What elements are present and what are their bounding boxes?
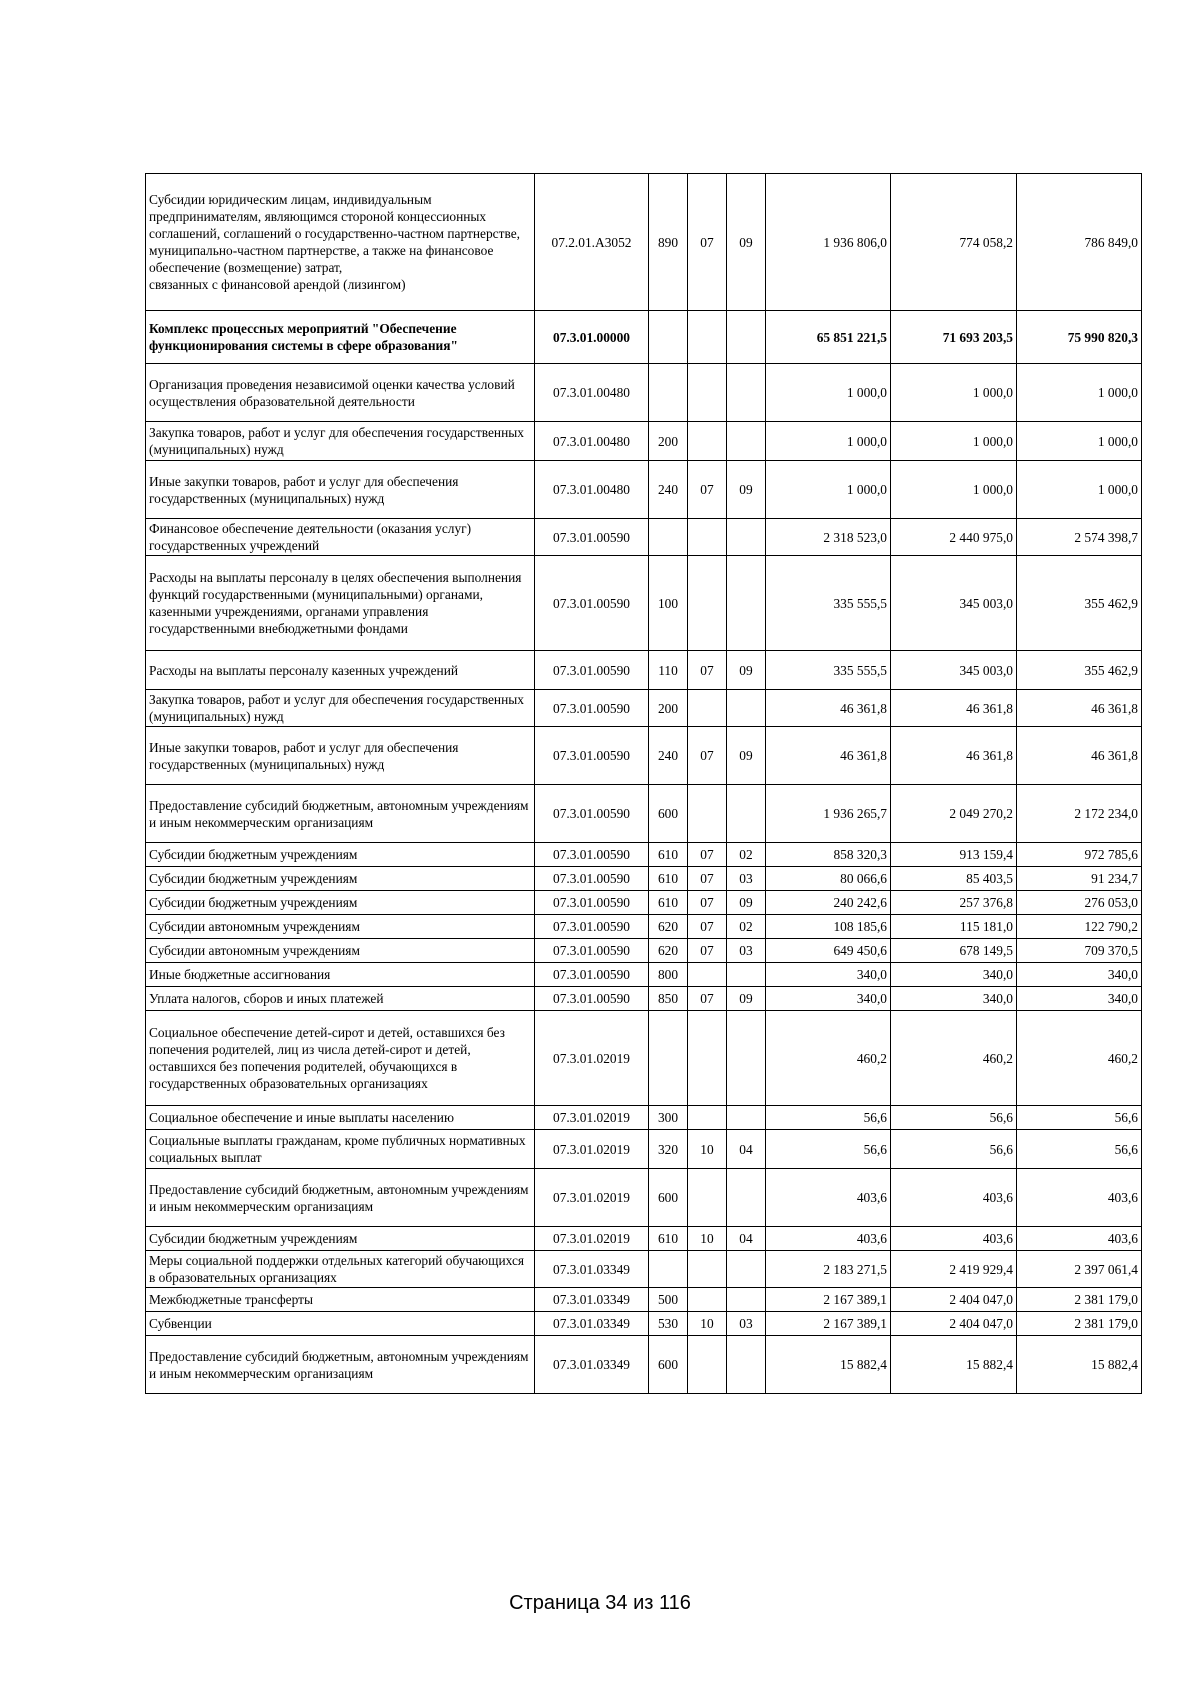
- expense-type-cell: 240: [649, 727, 688, 785]
- section-cell: 07: [688, 651, 727, 690]
- amount-cell-1: 403,6: [766, 1169, 891, 1227]
- amount-cell-3: 91 234,7: [1017, 867, 1142, 891]
- table-row: [146, 1336, 1142, 1394]
- amount-cell-2: 345 003,0: [891, 556, 1017, 651]
- table-row: [146, 1251, 1142, 1288]
- target-article-code-cell: 07.3.01.00000: [535, 311, 649, 364]
- subsection-cell: [727, 311, 766, 364]
- row-name-cell: Закупка товаров, работ и услуг для обеспечения государственных (муниципальных) нужд: [146, 690, 535, 727]
- amount-cell-1: 108 185,6: [766, 915, 891, 939]
- target-article-code-cell: 07.3.01.00590: [535, 939, 649, 963]
- row-name-cell: Финансовое обеспечение деятельности (оказания услуг) государственных учреждений: [146, 519, 535, 556]
- amount-cell-3: 1 000,0: [1017, 461, 1142, 519]
- expense-type-cell: 620: [649, 915, 688, 939]
- expense-type-cell: 500: [649, 1288, 688, 1312]
- row-name-cell: Субсидии бюджетным учреждениям: [146, 843, 535, 867]
- subsection-cell: 02: [727, 843, 766, 867]
- target-article-code-cell: 07.3.01.00590: [535, 867, 649, 891]
- subsection-cell: 09: [727, 461, 766, 519]
- expense-type-cell: 610: [649, 891, 688, 915]
- target-article-code-cell: 07.3.01.00590: [535, 690, 649, 727]
- subsection-cell: [727, 1288, 766, 1312]
- row-name-cell: Субсидии бюджетным учреждениям: [146, 1227, 535, 1251]
- section-cell: [688, 556, 727, 651]
- amount-cell-3: 46 361,8: [1017, 690, 1142, 727]
- amount-cell-3: 460,2: [1017, 1011, 1142, 1106]
- amount-cell-1: 15 882,4: [766, 1336, 891, 1394]
- expense-type-cell: 240: [649, 461, 688, 519]
- amount-cell-2: 71 693 203,5: [891, 311, 1017, 364]
- table-row: [146, 939, 1142, 963]
- amount-cell-3: 56,6: [1017, 1106, 1142, 1130]
- subsection-cell: [727, 519, 766, 556]
- amount-cell-2: 46 361,8: [891, 690, 1017, 727]
- subsection-cell: [727, 556, 766, 651]
- section-cell: [688, 1251, 727, 1288]
- target-article-code-cell: 07.3.01.00590: [535, 785, 649, 843]
- expense-type-cell: 300: [649, 1106, 688, 1130]
- section-cell: [688, 1288, 727, 1312]
- row-name-cell: Социальное обеспечение детей-сирот и детей, оставшихся без попечения родителей, лиц из числа детей-сирот и детей, оставшихся без попечения родителей, обучающихся в государственных образовательных организациях: [146, 1011, 535, 1106]
- budget-table: [145, 173, 1142, 1394]
- table-row: [146, 651, 1142, 690]
- amount-cell-2: 403,6: [891, 1227, 1017, 1251]
- amount-cell-2: 1 000,0: [891, 461, 1017, 519]
- amount-cell-1: 858 320,3: [766, 843, 891, 867]
- amount-cell-1: 46 361,8: [766, 727, 891, 785]
- subsection-cell: 09: [727, 891, 766, 915]
- amount-cell-2: 774 058,2: [891, 174, 1017, 311]
- expense-type-cell: 600: [649, 785, 688, 843]
- amount-cell-3: 403,6: [1017, 1169, 1142, 1227]
- target-article-code-cell: 07.3.01.00590: [535, 963, 649, 987]
- section-cell: 07: [688, 939, 727, 963]
- target-article-code-cell: 07.3.01.00590: [535, 727, 649, 785]
- row-name-cell: Субвенции: [146, 1312, 535, 1336]
- amount-cell-1: 340,0: [766, 987, 891, 1011]
- subsection-cell: 03: [727, 867, 766, 891]
- target-article-code-cell: 07.3.01.03349: [535, 1336, 649, 1394]
- amount-cell-3: 46 361,8: [1017, 727, 1142, 785]
- amount-cell-2: 2 404 047,0: [891, 1288, 1017, 1312]
- table-row: [146, 1011, 1142, 1106]
- section-cell: 07: [688, 867, 727, 891]
- row-name-cell: Субсидии автономным учреждениям: [146, 915, 535, 939]
- expense-type-cell: 600: [649, 1336, 688, 1394]
- table-row: [146, 690, 1142, 727]
- expense-type-cell: 200: [649, 690, 688, 727]
- subsection-cell: 03: [727, 939, 766, 963]
- amount-cell-1: 1 000,0: [766, 364, 891, 422]
- table-row: [146, 963, 1142, 987]
- amount-cell-2: 913 159,4: [891, 843, 1017, 867]
- target-article-code-cell: 07.3.01.02019: [535, 1130, 649, 1169]
- expense-type-cell: [649, 311, 688, 364]
- target-article-code-cell: 07.3.01.03349: [535, 1312, 649, 1336]
- section-cell: 07: [688, 843, 727, 867]
- amount-cell-1: 56,6: [766, 1130, 891, 1169]
- table-row: [146, 1312, 1142, 1336]
- subsection-cell: [727, 1011, 766, 1106]
- amount-cell-3: 75 990 820,3: [1017, 311, 1142, 364]
- expense-type-cell: [649, 1251, 688, 1288]
- amount-cell-2: 1 000,0: [891, 422, 1017, 461]
- table-row: [146, 727, 1142, 785]
- target-article-code-cell: 07.3.01.00590: [535, 651, 649, 690]
- amount-cell-2: 340,0: [891, 963, 1017, 987]
- subsection-cell: 09: [727, 727, 766, 785]
- amount-cell-3: 786 849,0: [1017, 174, 1142, 311]
- subsection-cell: [727, 785, 766, 843]
- expense-type-cell: 620: [649, 939, 688, 963]
- expense-type-cell: 100: [649, 556, 688, 651]
- section-cell: [688, 1011, 727, 1106]
- amount-cell-1: 1 000,0: [766, 461, 891, 519]
- expense-type-cell: [649, 1011, 688, 1106]
- row-name-cell: Субсидии юридическим лицам, индивидуальным предпринимателям, являющимся стороной концессионных соглашений, соглашений о государственно-частном партнерстве, муниципально-частном партнерстве, а также на финансовое обеспечение (возмещение) затрат, связанных с финансовой арендой (лизингом): [146, 174, 535, 311]
- amount-cell-3: 972 785,6: [1017, 843, 1142, 867]
- amount-cell-2: 340,0: [891, 987, 1017, 1011]
- amount-cell-2: 2 440 975,0: [891, 519, 1017, 556]
- row-name-cell: Социальные выплаты гражданам, кроме публичных нормативных социальных выплат: [146, 1130, 535, 1169]
- subsection-cell: 02: [727, 915, 766, 939]
- subsection-cell: [727, 364, 766, 422]
- amount-cell-1: 335 555,5: [766, 556, 891, 651]
- subsection-cell: [727, 422, 766, 461]
- section-cell: [688, 422, 727, 461]
- amount-cell-3: 403,6: [1017, 1227, 1142, 1251]
- expense-type-cell: [649, 519, 688, 556]
- amount-cell-1: 2 167 389,1: [766, 1288, 891, 1312]
- amount-cell-3: 2 381 179,0: [1017, 1288, 1142, 1312]
- amount-cell-1: 460,2: [766, 1011, 891, 1106]
- table-body: [146, 174, 1142, 1394]
- amount-cell-1: 2 167 389,1: [766, 1312, 891, 1336]
- target-article-code-cell: 07.3.01.03349: [535, 1251, 649, 1288]
- expense-type-cell: 320: [649, 1130, 688, 1169]
- target-article-code-cell: 07.3.01.00590: [535, 556, 649, 651]
- amount-cell-2: 257 376,8: [891, 891, 1017, 915]
- amount-cell-1: 335 555,5: [766, 651, 891, 690]
- target-article-code-cell: 07.3.01.02019: [535, 1169, 649, 1227]
- amount-cell-1: 340,0: [766, 963, 891, 987]
- amount-cell-3: 15 882,4: [1017, 1336, 1142, 1394]
- row-name-cell: Социальное обеспечение и иные выплаты населению: [146, 1106, 535, 1130]
- row-name-cell: Уплата налогов, сборов и иных платежей: [146, 987, 535, 1011]
- expense-type-cell: [649, 364, 688, 422]
- amount-cell-1: 2 318 523,0: [766, 519, 891, 556]
- amount-cell-1: 1 936 265,7: [766, 785, 891, 843]
- amount-cell-3: 355 462,9: [1017, 651, 1142, 690]
- section-cell: [688, 519, 727, 556]
- table-row: [146, 519, 1142, 556]
- amount-cell-1: 1 936 806,0: [766, 174, 891, 311]
- section-cell: 07: [688, 915, 727, 939]
- section-cell: 07: [688, 987, 727, 1011]
- table-row: [146, 843, 1142, 867]
- amount-cell-1: 56,6: [766, 1106, 891, 1130]
- amount-cell-2: 115 181,0: [891, 915, 1017, 939]
- row-name-cell: Субсидии бюджетным учреждениям: [146, 867, 535, 891]
- section-cell: [688, 785, 727, 843]
- table-row: [146, 1288, 1142, 1312]
- expense-type-cell: 800: [649, 963, 688, 987]
- table-row: [146, 461, 1142, 519]
- subsection-cell: 03: [727, 1312, 766, 1336]
- section-cell: [688, 690, 727, 727]
- target-article-code-cell: 07.3.01.00590: [535, 915, 649, 939]
- row-name-cell: Иные закупки товаров, работ и услуг для обеспечения государственных (муниципальных) нужд: [146, 461, 535, 519]
- table-row: [146, 556, 1142, 651]
- amount-cell-3: 2 574 398,7: [1017, 519, 1142, 556]
- subsection-cell: 09: [727, 987, 766, 1011]
- amount-cell-3: 709 370,5: [1017, 939, 1142, 963]
- target-article-code-cell: 07.3.01.00590: [535, 519, 649, 556]
- row-name-cell: Предоставление субсидий бюджетным, автономным учреждениям и иным некоммерческим организациям: [146, 785, 535, 843]
- row-name-cell: Расходы на выплаты персоналу в целях обеспечения выполнения функций государственными (муниципальными) органами, казенными учреждениями, органами управления государственными внебюджетными фондами: [146, 556, 535, 651]
- row-name-cell: Предоставление субсидий бюджетным, автономным учреждениям и иным некоммерческим организациям: [146, 1169, 535, 1227]
- amount-cell-3: 2 397 061,4: [1017, 1251, 1142, 1288]
- target-article-code-cell: 07.3.01.02019: [535, 1106, 649, 1130]
- subsection-cell: [727, 1169, 766, 1227]
- amount-cell-2: 403,6: [891, 1169, 1017, 1227]
- target-article-code-cell: 07.3.01.03349: [535, 1288, 649, 1312]
- section-cell: [688, 311, 727, 364]
- amount-cell-3: 122 790,2: [1017, 915, 1142, 939]
- expense-type-cell: 850: [649, 987, 688, 1011]
- row-name-cell: Закупка товаров, работ и услуг для обеспечения государственных (муниципальных) нужд: [146, 422, 535, 461]
- amount-cell-2: 678 149,5: [891, 939, 1017, 963]
- row-name-cell: Иные закупки товаров, работ и услуг для обеспечения государственных (муниципальных) нужд: [146, 727, 535, 785]
- section-cell: 10: [688, 1312, 727, 1336]
- amount-cell-2: 85 403,5: [891, 867, 1017, 891]
- row-name-cell: Меры социальной поддержки отдельных категорий обучающихся в образовательных организациях: [146, 1251, 535, 1288]
- subsection-cell: 09: [727, 651, 766, 690]
- table-row: [146, 915, 1142, 939]
- section-cell: 10: [688, 1227, 727, 1251]
- amount-cell-1: 65 851 221,5: [766, 311, 891, 364]
- amount-cell-1: 1 000,0: [766, 422, 891, 461]
- section-cell: 07: [688, 174, 727, 311]
- section-cell: [688, 1336, 727, 1394]
- table-row: [146, 867, 1142, 891]
- expense-type-cell: 110: [649, 651, 688, 690]
- row-name-cell: Комплекс процессных мероприятий "Обеспечение функционирования системы в сфере образования": [146, 311, 535, 364]
- subsection-cell: [727, 1106, 766, 1130]
- amount-cell-3: 1 000,0: [1017, 364, 1142, 422]
- target-article-code-cell: 07.3.01.00590: [535, 843, 649, 867]
- amount-cell-3: 2 381 179,0: [1017, 1312, 1142, 1336]
- table-row: [146, 174, 1142, 311]
- section-cell: 07: [688, 891, 727, 915]
- table-row: [146, 1130, 1142, 1169]
- expense-type-cell: 530: [649, 1312, 688, 1336]
- amount-cell-1: 2 183 271,5: [766, 1251, 891, 1288]
- expense-type-cell: 610: [649, 867, 688, 891]
- amount-cell-2: 56,6: [891, 1106, 1017, 1130]
- section-cell: 10: [688, 1130, 727, 1169]
- table-row: [146, 1106, 1142, 1130]
- amount-cell-3: 355 462,9: [1017, 556, 1142, 651]
- expense-type-cell: 610: [649, 843, 688, 867]
- amount-cell-2: 2 404 047,0: [891, 1312, 1017, 1336]
- expense-type-cell: 200: [649, 422, 688, 461]
- amount-cell-2: 345 003,0: [891, 651, 1017, 690]
- target-article-code-cell: 07.3.01.02019: [535, 1227, 649, 1251]
- amount-cell-1: 80 066,6: [766, 867, 891, 891]
- table-row: [146, 891, 1142, 915]
- amount-cell-2: 46 361,8: [891, 727, 1017, 785]
- row-name-cell: Расходы на выплаты персоналу казенных учреждений: [146, 651, 535, 690]
- expense-type-cell: 600: [649, 1169, 688, 1227]
- table-row: [146, 1227, 1142, 1251]
- table-row: [146, 785, 1142, 843]
- row-name-cell: Иные бюджетные ассигнования: [146, 963, 535, 987]
- subsection-cell: 04: [727, 1130, 766, 1169]
- amount-cell-3: 2 172 234,0: [1017, 785, 1142, 843]
- row-name-cell: Субсидии автономным учреждениям: [146, 939, 535, 963]
- target-article-code-cell: 07.3.01.00480: [535, 422, 649, 461]
- amount-cell-2: 2 419 929,4: [891, 1251, 1017, 1288]
- subsection-cell: [727, 963, 766, 987]
- target-article-code-cell: 07.2.01.А3052: [535, 174, 649, 311]
- amount-cell-2: 56,6: [891, 1130, 1017, 1169]
- target-article-code-cell: 07.3.01.00480: [535, 461, 649, 519]
- section-cell: 07: [688, 727, 727, 785]
- section-cell: [688, 1169, 727, 1227]
- amount-cell-3: 276 053,0: [1017, 891, 1142, 915]
- subsection-cell: [727, 1336, 766, 1394]
- target-article-code-cell: 07.3.01.00590: [535, 987, 649, 1011]
- amount-cell-3: 1 000,0: [1017, 422, 1142, 461]
- table-row: [146, 364, 1142, 422]
- target-article-code-cell: 07.3.01.02019: [535, 1011, 649, 1106]
- amount-cell-3: 340,0: [1017, 987, 1142, 1011]
- section-cell: [688, 364, 727, 422]
- amount-cell-1: 649 450,6: [766, 939, 891, 963]
- row-name-cell: Предоставление субсидий бюджетным, автономным учреждениям и иным некоммерческим организациям: [146, 1336, 535, 1394]
- expense-type-cell: 890: [649, 174, 688, 311]
- amount-cell-2: 2 049 270,2: [891, 785, 1017, 843]
- amount-cell-1: 403,6: [766, 1227, 891, 1251]
- amount-cell-3: 340,0: [1017, 963, 1142, 987]
- amount-cell-1: 46 361,8: [766, 690, 891, 727]
- amount-cell-3: 56,6: [1017, 1130, 1142, 1169]
- page-number: Страница 34 из 116: [509, 1592, 691, 1614]
- target-article-code-cell: 07.3.01.00480: [535, 364, 649, 422]
- amount-cell-1: 240 242,6: [766, 891, 891, 915]
- row-name-cell: Организация проведения независимой оценки качества условий осуществления образовательной деятельности: [146, 364, 535, 422]
- amount-cell-2: 15 882,4: [891, 1336, 1017, 1394]
- row-name-cell: Субсидии бюджетным учреждениям: [146, 891, 535, 915]
- table-row: [146, 987, 1142, 1011]
- row-name-cell: Межбюджетные трансферты: [146, 1288, 535, 1312]
- amount-cell-2: 460,2: [891, 1011, 1017, 1106]
- section-cell: [688, 963, 727, 987]
- table-row: [146, 1169, 1142, 1227]
- target-article-code-cell: 07.3.01.00590: [535, 891, 649, 915]
- subsection-cell: 04: [727, 1227, 766, 1251]
- subsection-cell: [727, 690, 766, 727]
- table-row: [146, 422, 1142, 461]
- subsection-cell: [727, 1251, 766, 1288]
- table-row: [146, 311, 1142, 364]
- amount-cell-2: 1 000,0: [891, 364, 1017, 422]
- subsection-cell: 09: [727, 174, 766, 311]
- expense-type-cell: 610: [649, 1227, 688, 1251]
- section-cell: 07: [688, 461, 727, 519]
- section-cell: [688, 1106, 727, 1130]
